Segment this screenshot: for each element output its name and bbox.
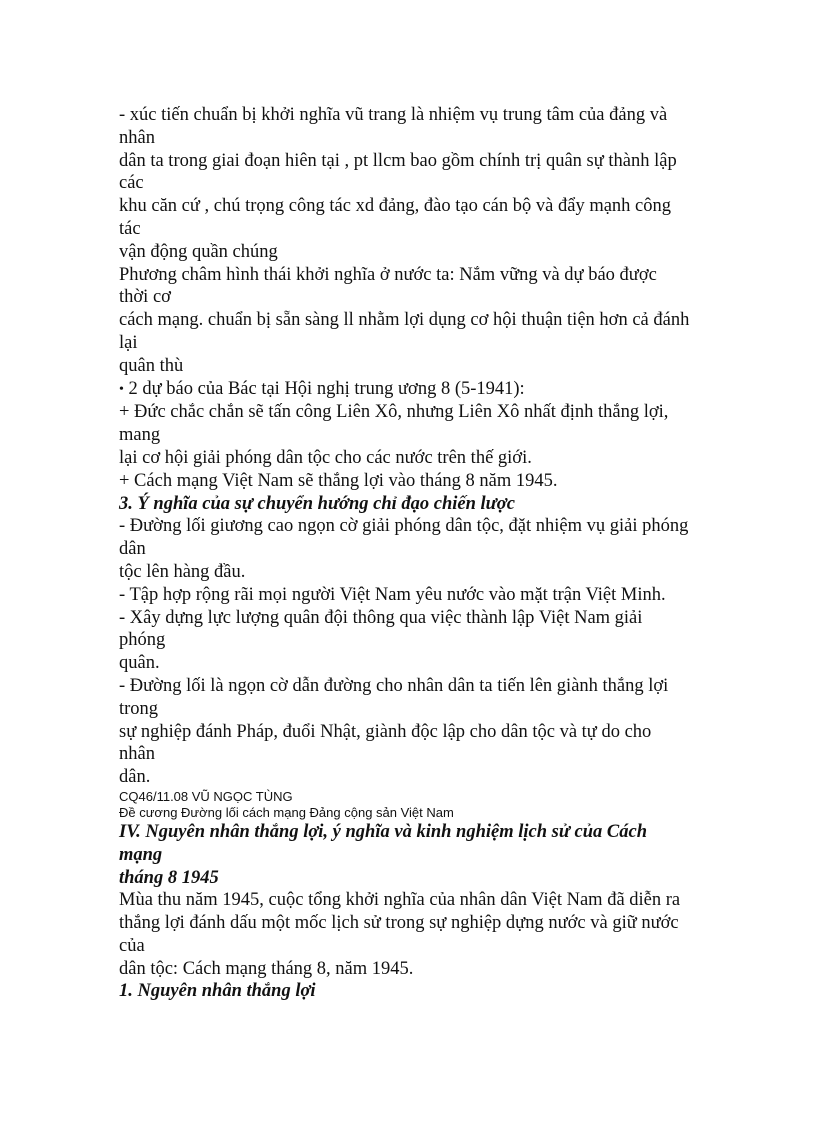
text-line: dân tộc: Cách mạng tháng 8, năm 1945. — [119, 958, 414, 979]
text-line: phóng — [119, 630, 166, 651]
bullet-text: 2 dự báo của Bác tại Hội nghị trung ương 8 (5-1941): — [123, 378, 525, 399]
text-line: cách mạng. chuẩn bị sẵn sàng ll nhằm lợi dụng cơ hội thuận tiện hơn cả đánh — [119, 310, 690, 331]
text-line: nhân — [119, 744, 155, 765]
paragraph-tasks — [119, 104, 709, 378]
bullet-item — [119, 378, 709, 402]
section-heading-1: 1. Nguyên nhân thắng lợi — [119, 981, 316, 1002]
text-line: Phương châm hình thái khởi nghĩa ở nước ta: Nắm vững và dự báo được — [119, 264, 657, 285]
heading-line: mạng — [119, 844, 163, 865]
section-heading-3: 3. Ý nghĩa của sự chuyển hướng chỉ đạo chiến lược — [119, 493, 515, 514]
text-line: quân thù — [119, 355, 184, 376]
text-line: Mùa thu năm 1945, cuộc tổng khởi nghĩa của nhân dân Việt Nam đã diễn ra — [119, 890, 681, 911]
bullet-icon: • — [119, 381, 124, 397]
text-line: - xúc tiến chuẩn bị khởi nghĩa vũ trang là nhiệm vụ trung tâm của đảng và — [119, 105, 668, 125]
text-line: quân. — [119, 653, 160, 674]
text-line: các — [119, 173, 144, 194]
heading-line: IV. Nguyên nhân thắng lợi, ý nghĩa và kinh nghiệm lịch sử của Cách — [119, 821, 648, 842]
text-line: của — [119, 935, 145, 956]
text-line: - Tập hợp rộng rãi mọi người Việt Nam yêu nước vào mặt trận Việt Minh. — [119, 584, 666, 605]
text-line: mang — [119, 425, 161, 446]
paragraph-significance — [119, 515, 709, 789]
text-line: tộc lên hàng đầu. — [119, 561, 246, 582]
text-line: lại — [119, 332, 138, 353]
text-line: nhân — [119, 127, 155, 148]
paragraph-intro — [119, 889, 709, 980]
text-line: dân ta trong giai đoạn hiên tại , pt llcm bao gồm chính trị quân sự thành lập — [119, 150, 677, 171]
text-line: lại cơ hội giải phóng dân tộc cho các nước trên thế giới. — [119, 447, 532, 468]
text-line: - Xây dựng lực lượng quân đội thông qua việc thành lập Việt Nam giải — [119, 607, 643, 628]
footer-doc-title: Đề cương Đường lối cách mạng Đảng cộng sản Việt Nam — [119, 804, 454, 820]
text-line: trong — [119, 698, 159, 719]
text-line: + Cách mạng Việt Nam sẽ thắng lợi vào tháng 8 năm 1945. — [119, 470, 558, 491]
running-footer — [119, 789, 709, 821]
heading-line: tháng 8 1945 — [119, 867, 219, 888]
text-line: vận động quần chúng — [119, 241, 278, 262]
section-heading-iv — [119, 821, 709, 889]
text-line: - Đường lối là ngọn cờ dẫn đường cho nhân dân ta tiến lên giành thắng lợi — [119, 675, 669, 696]
text-line: dân — [119, 539, 146, 560]
text-line: thời cơ — [119, 287, 171, 308]
text-line: dân. — [119, 767, 151, 788]
footer-author: CQ46/11.08 VŨ NGỌC TÙNG — [119, 788, 293, 804]
document-page — [119, 104, 709, 1003]
text-line: - Đường lối giương cao ngọn cờ giải phóng dân tộc, đặt nhiệm vụ giải phóng — [119, 516, 689, 537]
paragraph-predictions — [119, 401, 709, 492]
text-line: thắng lợi đánh dấu một mốc lịch sử trong sự nghiệp dựng nước và giữ nước — [119, 913, 679, 934]
text-line: khu căn cứ , chú trọng công tác xd đảng, đào tạo cán bộ và đẩy mạnh công — [119, 196, 672, 217]
text-line: + Đức chắc chắn sẽ tấn công Liên Xô, nhưng Liên Xô nhất định thắng lợi, — [119, 402, 669, 423]
text-line: sự nghiệp đánh Pháp, đuổi Nhật, giành độc lập cho dân tộc và tự do cho — [119, 721, 652, 742]
text-line: tác — [119, 218, 141, 239]
